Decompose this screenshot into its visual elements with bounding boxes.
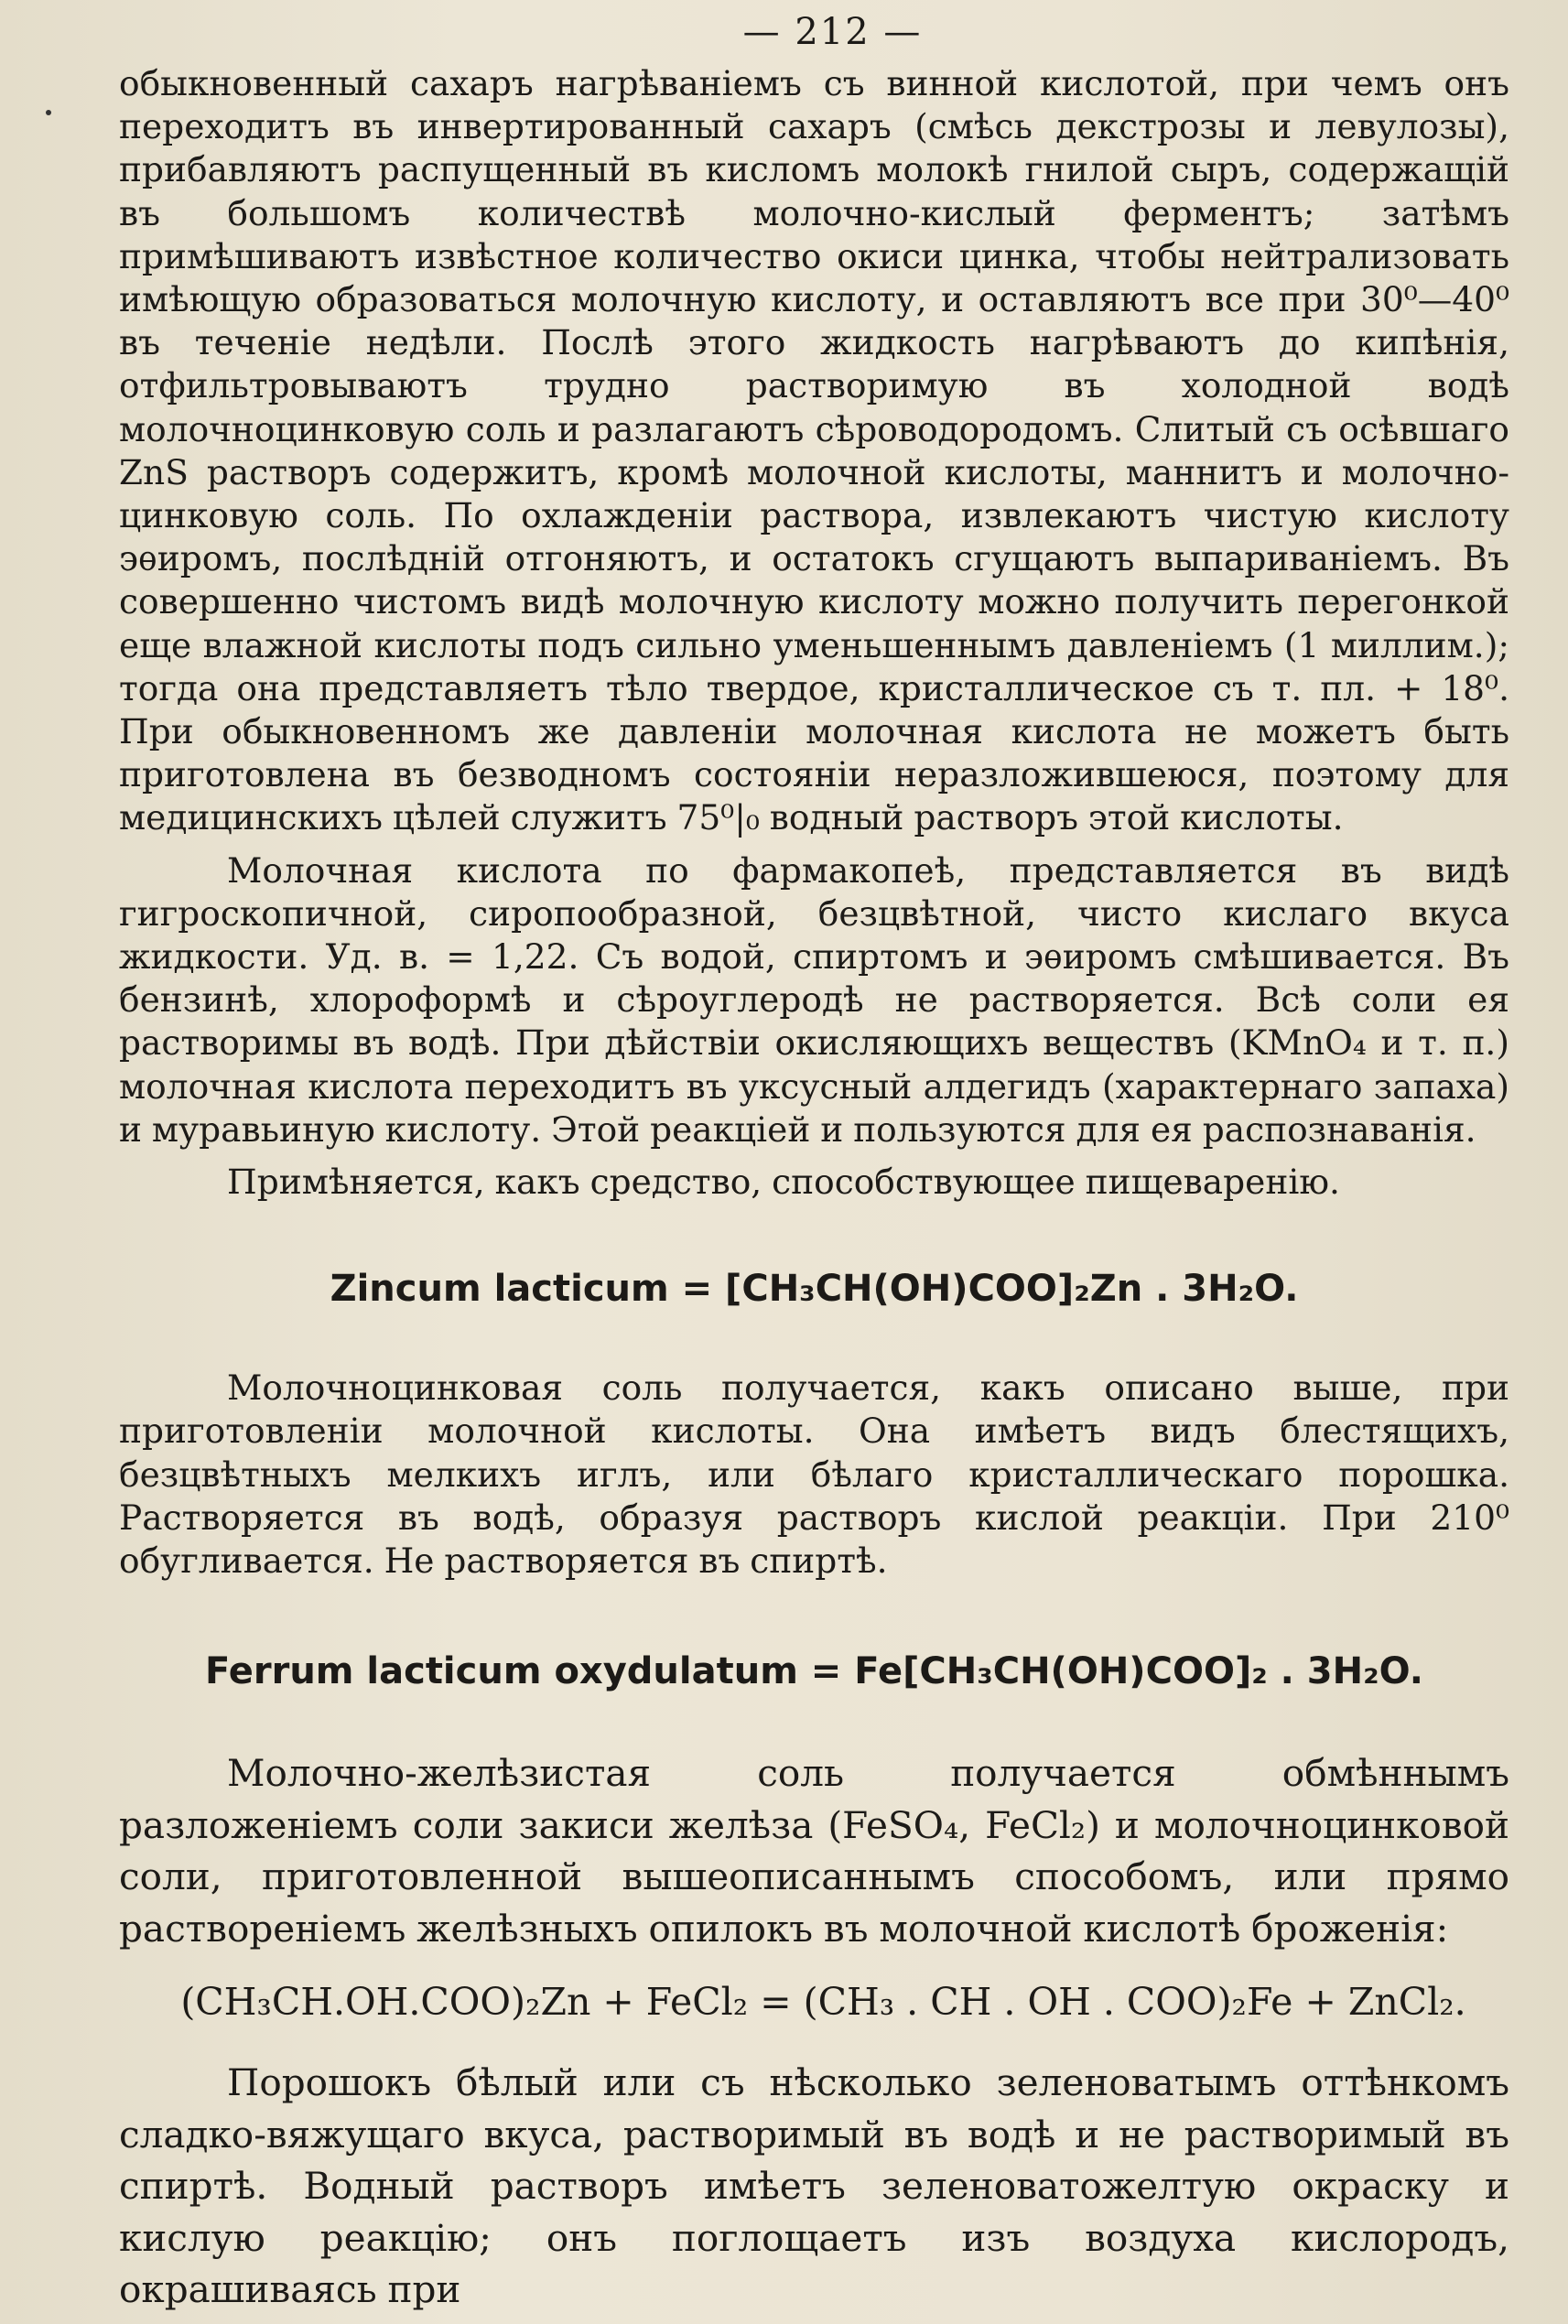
heading-ferrum-lacticum: Ferrum lacticum oxydulatum = Fe[CH₃CH(OH)COO]₂ . 3H₂O. [205, 1650, 1423, 1693]
paragraph-ferrum-properties: Порошокъ бѣлый или съ нѣсколько зеленоватымъ оттѣнкомъ сладко-вяжущаго вкуса, растворимый въ водѣ и не растворимый въ спиртѣ. Водный растворъ имѣетъ зеленоватожелтую окраску и кислую реакцію; онъ поглощаетъ изъ воздуха кислородъ, окрашиваясь при [119, 2060, 1509, 2312]
paragraph-ferrum-preparation: Молочно-желѣзистая соль получается обмѣннымъ разложеніемъ соли закиси желѣза (FeSO₄, FeCl₂) и молочноцинковой соли, приготовленной вышеописаннымъ способомъ, или прямо раствореніемъ желѣзныхъ опилокъ въ молочной кислотѣ броженія: [119, 1751, 1509, 1951]
paragraph-lactic-acid-preparation: обыкновенный сахаръ нагрѣваніемъ съ винной кислотой, при чемъ онъ переходитъ въ инвертированный сахаръ (смѣсь декстрозы и левулозы), прибавляютъ распущенный въ кисломъ молокѣ гнилой сыръ, содержащій въ большомъ количествѣ молочно-кислый ферментъ; затѣмъ примѣшиваютъ извѣстное количество окиси цинка, чтобы нейтрализовать имѣющую образоваться молочную кислоту, и оставляютъ все при 30⁰—40⁰ въ теченіе недѣли. Послѣ этого жидкость нагрѣваютъ до кипѣнія, отфильтровываютъ трудно растворимую въ холодной водѣ молочноцинковую соль и разлагаютъ сѣроводородомъ. Слитый съ осѣвшаго ZnS растворъ содержитъ, кромѣ молочной кислоты, маннитъ и молочно-цинковую соль. По охлажденіи раствора, извлекаютъ чистую кислоту эѳиромъ, послѣдній отгоняютъ, и остатокъ сгущаютъ выпариваніемъ. Въ совершенно чистомъ видѣ молочную кислоту можно получить перегонкой еще влажной кислоты подъ сильно уменьшеннымъ давленіемъ (1 миллим.); тогда она представляетъ тѣло твердое, кристаллическое съ т. пл. + 18⁰. При обыкновенномъ же давленіи молочная кислота не можетъ быть приготовлена въ безводномъ состояніи неразложившеюся, поэтому для медицинскихъ цѣлей служитъ 75⁰|₀ водный растворъ этой кислоты. [119, 63, 1509, 838]
paragraph-lactic-acid-properties: Молочная кислота по фармакопеѣ, представляется въ видѣ гигроскопичной, сиропообразной, безцвѣтной, чисто кислаго вкуса жидкости. Уд. в. = 1,22. Съ водой, спиртомъ и эѳиромъ смѣшивается. Въ бензинѣ, хлороформѣ и сѣроуглеродѣ не растворяется. Всѣ соли ея растворимы въ водѣ. При дѣйствіи окисляющихъ веществъ (KMnO₄ и т. п.) молочная кислота переходитъ въ уксусный алдегидъ (характернаго запаха) и муравьиную кислоту. Этой реакціей и пользуются для ея распознаванія. [119, 849, 1509, 1150]
ferrum-section [119, 1747, 1509, 2316]
page-number: — 212 — [742, 11, 923, 53]
heading-zincum-lacticum: Zincum lacticum = [CH₃CH(OH)COO]₂Zn . 3H₂O. [330, 1268, 1299, 1311]
reaction-equation: (CH₃CH.OH.COO)₂Zn + FeCl₂ = (CH₃ . CH . OH . COO)₂Fe + ZnCl₂. [180, 1980, 1466, 2025]
paragraph-lactic-acid-usage: Примѣняется, какъ средство, способствующее пищеваренію. [227, 1162, 1340, 1203]
ink-speck [46, 110, 51, 115]
paragraph-zinc-lactate: Молочноцинковая соль получается, какъ описано выше, при приготовленіи молочной кислоты. Она имѣетъ видъ блестящихъ, безцвѣтныхъ мелкихъ иглъ, или бѣлаго кристаллическаго порошка. Растворяется въ водѣ, образуя растворъ кислой реакціи. При 210⁰ обугливается. Не растворяется въ спиртѣ. [119, 1367, 1509, 1582]
